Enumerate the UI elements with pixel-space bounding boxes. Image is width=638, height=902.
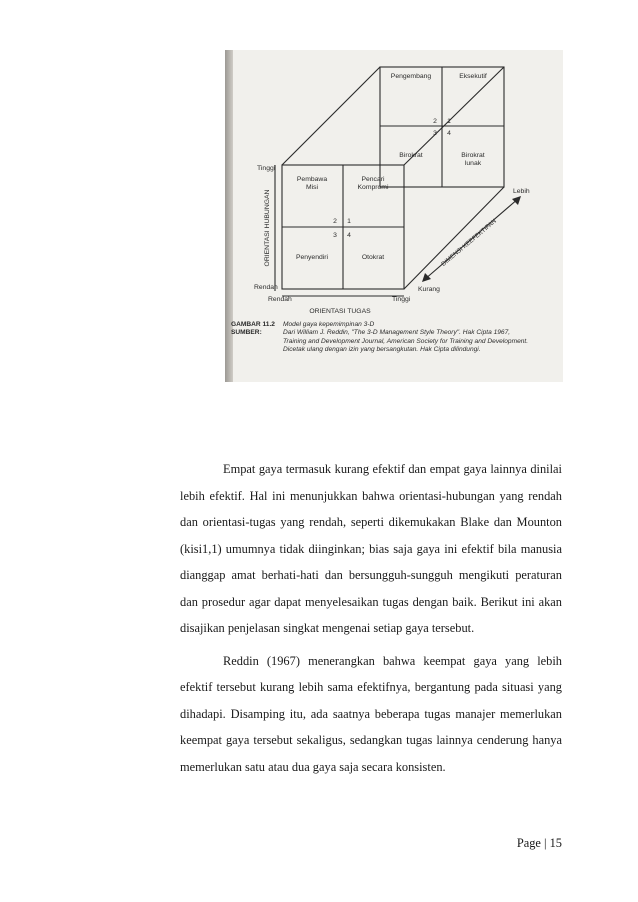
- front-top-left-label-2: Misi: [305, 184, 319, 191]
- source-label: SUMBER:: [231, 329, 262, 337]
- caption-title: Model gaya kepemimpinan 3-D: [283, 321, 375, 328]
- paragraph-2: Reddin (1967) menerangkan bahwa keempat gaya yang lebih efektif tersebut kurang lebih sama efektifnya, bergantung pada situasi yang dihadapi. Disamping itu, ada saatnya beberapa tugas manajer memerlukan keempat gaya tersebut sekaligus, sedangkan tugas lainnya cenderung hanya memerlukan satu atau dua gaya saja secara konsisten.: [180, 653, 562, 774]
- back-cell-2: 2: [433, 118, 437, 125]
- front-cell-3: 3: [333, 232, 337, 239]
- figure-caption: [231, 321, 561, 354]
- back-cell-1: 1: [447, 118, 451, 125]
- x-axis-title: ORIENTASI TUGAS: [309, 308, 371, 315]
- source-line-4: Dicetak ulang dengan izin yang bersangkutan. Hak Cipta dilindungi.: [283, 345, 481, 353]
- front-top-right-label-2: Kompromi: [357, 184, 389, 191]
- x-axis-high: Tinggi: [392, 296, 411, 303]
- y-axis-title: ORIENTASI HUBUNGAN: [264, 189, 271, 267]
- source-line-3: Training and Development Journal, American Society for Training and Development.: [283, 337, 529, 345]
- back-cell-3: 3: [433, 130, 437, 137]
- z-axis-low: Kurang: [418, 286, 440, 293]
- front-top-right-label-1: Pencari: [361, 176, 385, 183]
- back-bottom-right-label-2: lunak: [464, 160, 482, 167]
- back-top-left-label: Pengembang: [390, 73, 432, 80]
- front-cell-1: 1: [347, 218, 351, 225]
- z-axis-high: Lebih: [513, 188, 530, 195]
- body-text: [180, 456, 562, 786]
- front-cell-2: 2: [333, 218, 337, 225]
- source-text: Dari William J. Reddin, "The 3-D Management Style Theory". Hak Cipta 1967,: [283, 329, 511, 337]
- effectiveness-arrow-head: [512, 196, 521, 205]
- caption-label: GAMBAR 11.2: [231, 321, 275, 328]
- paragraph-1: Empat gaya termasuk kurang efektif dan empat gaya lainnya dinilai lebih efektif. Hal ini menunjukkan bahwa orientasi-hubungan yang rendah dan orientasi-tugas yang rendah, seperti dikemukakan Blake dan Mounton (kisi1,1) umumnya tidak diinginkan; bias saja gaya ini efektif bila manusia dianggap amat berhati-hati dan bersungguh-sungguh mengikuti peraturan dan prosedur agar dapat menyelesaikan tugas dengan baik. Berikut ini akan disajikan penjelasan singkat mengenai setiap gaya tersebut.: [180, 462, 562, 635]
- back-cell-4: 4: [447, 130, 451, 137]
- front-top-left-label-1: Pembawa: [296, 176, 328, 183]
- page-number: Page | 15: [516, 836, 562, 850]
- effectiveness-arrow-tail: [422, 273, 431, 282]
- back-bottom-left-label: Birokrat: [399, 152, 423, 159]
- z-axis-title: DIMENSI KEEFEKTIFAN: [440, 217, 498, 268]
- y-axis-low: Rendah: [254, 284, 278, 291]
- front-bottom-left-label: Penyendiri: [295, 254, 329, 261]
- y-axis-high: Tinggi: [257, 165, 276, 172]
- back-top-right-label: Eksekutif: [459, 73, 487, 80]
- back-bottom-right-label-1: Birokrat: [461, 152, 485, 159]
- x-axis-low: Rendah: [268, 296, 292, 303]
- front-bottom-right-label: Otokrat: [361, 254, 385, 261]
- front-cell-4: 4: [347, 232, 351, 239]
